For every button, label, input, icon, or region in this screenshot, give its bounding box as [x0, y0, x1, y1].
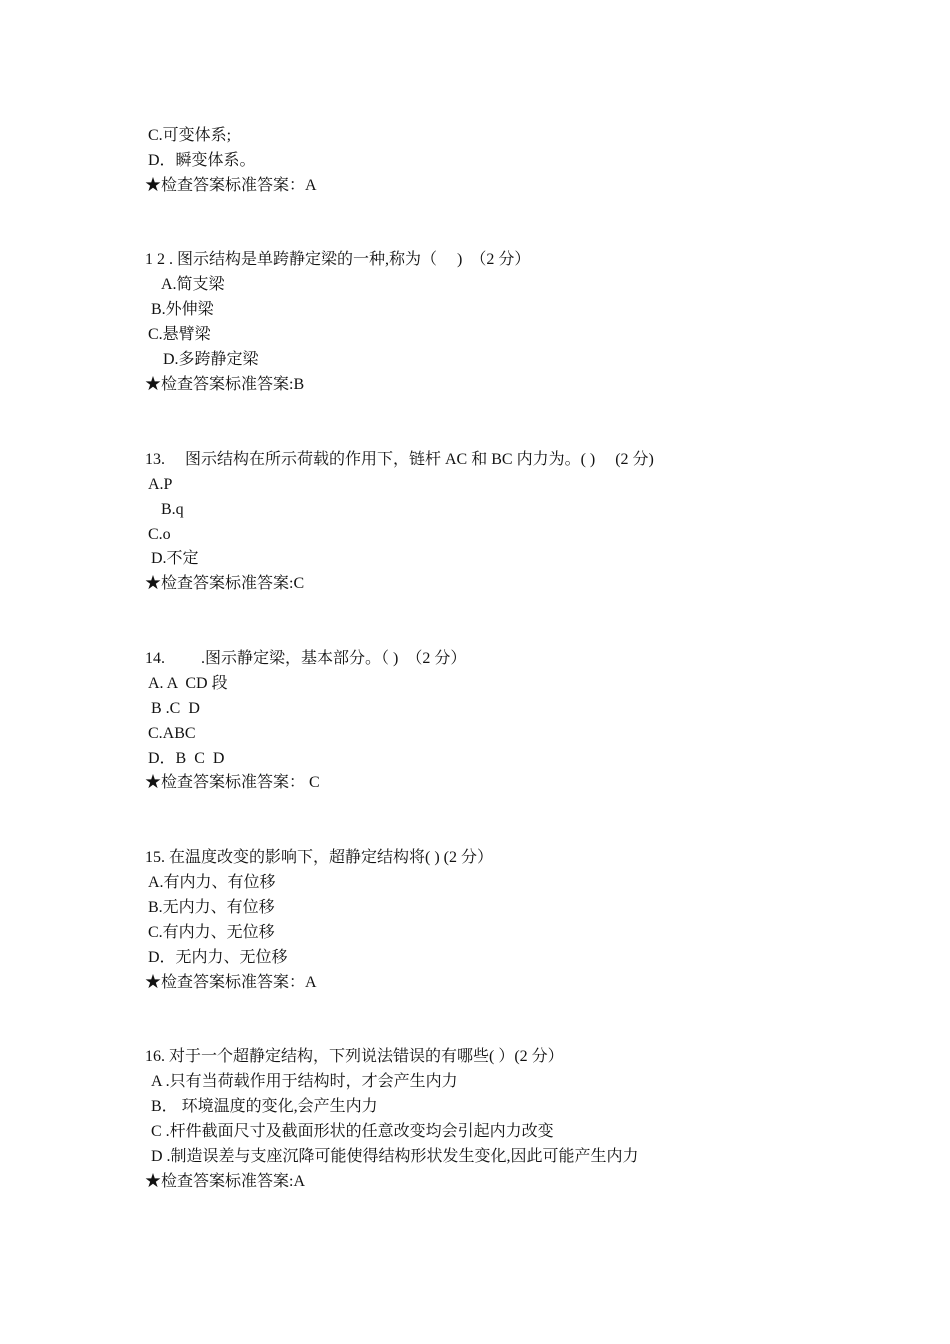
q12-option-c: C.悬臂梁 — [148, 326, 211, 343]
intro-option-d: D．瞬变体系。 — [148, 152, 256, 169]
q14-answer: ★检查答案标准答案： C — [145, 774, 320, 791]
q15-option-a: A.有内力、有位移 — [148, 874, 276, 891]
q12-stem: 1 2 . 图示结构是单跨静定梁的一种,称为（ ) （2 分） — [145, 251, 531, 268]
q15-option-c: C.有内力、无位移 — [148, 924, 275, 941]
q12-option-b: B.外伸梁 — [151, 301, 214, 318]
q14-option-b: B .C D — [151, 700, 200, 717]
q15-answer: ★检查答案标准答案：A — [145, 974, 317, 991]
q16-option-b: B． 环境温度的变化,会产生内力 — [151, 1098, 378, 1115]
intro-option-c: C.可变体系; — [148, 127, 232, 144]
q15-stem: 15. 在温度改变的影响下，超静定结构将( ) (2 分） — [145, 849, 493, 866]
q13-answer: ★检查答案标准答案:C — [145, 575, 305, 592]
q14-option-a: A. A CD 段 — [148, 675, 228, 692]
q14-option-d: D．B C D — [148, 750, 225, 767]
q16-option-a: A .只有当荷载作用于结构时，才会产生内力 — [151, 1073, 458, 1090]
q13-option-b: B.q — [161, 501, 184, 518]
q16-option-c: C .杆件截面尺寸及截面形状的任意改变均会引起内力改变 — [151, 1123, 554, 1140]
q16-stem: 16. 对于一个超静定结构，下列说法错误的有哪些( ）(2 分） — [145, 1048, 564, 1065]
q16-answer: ★检查答案标准答案:A — [145, 1173, 306, 1190]
q13-option-a: A.P — [148, 476, 173, 493]
q14-option-c: C.ABC — [148, 725, 196, 742]
q13-option-c: C.o — [148, 526, 171, 543]
q13-option-d: D.不定 — [151, 550, 199, 567]
q14-stem: 14. .图示静定梁，基本部分。（ ) （2 分） — [145, 650, 467, 667]
q13-stem: 13. 图示结构在所示荷载的作用下，链杆 AC 和 BC 内力为。( ) (2 分) — [145, 451, 654, 468]
q16-option-d: D .制造误差与支座沉降可能使得结构形状发生变化,因此可能产生内力 — [151, 1148, 639, 1165]
q12-option-a: A.简支梁 — [161, 276, 225, 293]
q15-option-d: D．无内力、无位移 — [148, 949, 288, 966]
q12-answer: ★检查答案标准答案:B — [145, 376, 305, 393]
q15-option-b: B.无内力、有位移 — [148, 899, 275, 916]
intro-answer: ★检查答案标准答案：A — [145, 177, 317, 194]
q12-option-d: D.多跨静定梁 — [163, 351, 259, 368]
